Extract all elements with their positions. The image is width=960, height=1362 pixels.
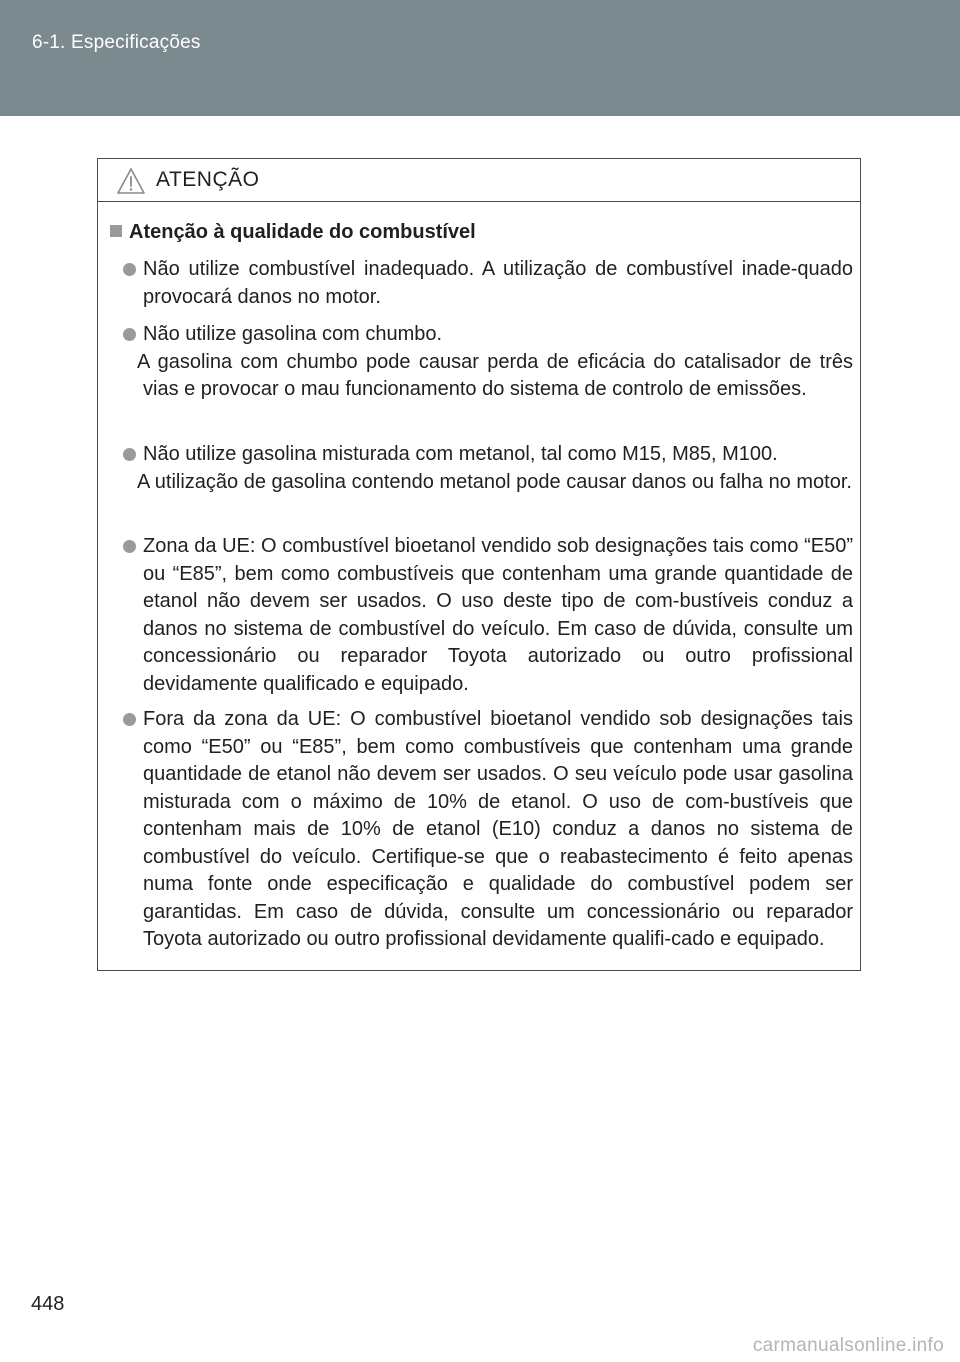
bullet-dot-icon (123, 713, 136, 726)
bullet-dot-icon (123, 263, 136, 276)
item-text: Fora da zona da UE: O combustível bioetanol vendido sob designações tais como “E50” ou “E85”, bem como combustíveis que contenham uma grande quantidade de etanol não devem ser usados. O seu veículo pode usar gasolina misturada com o máximo de 10% de etanol. O uso de com-bustíveis que contenham mais de 10% de etanol (E10) conduz a danos no sistema de combustível do veículo. Certifique-se que o reabastecimento é feito apenas numa fonte onde especificação e qualidade do combustível podem ser garantidas. Em caso de dúvida, consulte um concessionário ou reparador Toyota autorizado ou outro profissional devidamente qualifi-cado e equipado. (143, 708, 853, 950)
caution-box (97, 158, 861, 971)
list-item (137, 441, 853, 496)
list-item (143, 256, 853, 311)
watermark: carmanualsonline.info (752, 1335, 944, 1356)
list-item (143, 706, 853, 954)
list-item (137, 321, 853, 404)
item-text: Não utilize combustível inadequado. A utilização de combustível inade-quado provocará danos no motor. (143, 258, 853, 308)
item-detail: A utilização de gasolina contendo metanol pode causar danos ou falha no motor. (137, 470, 852, 493)
bullet-dot-icon (123, 328, 136, 341)
item-text: Zona da UE: O combustível bioetanol vendido sob designações tais como “E50” ou “E85”, bem como combustíveis que contenham uma grande quantidade de etanol não devem ser usados. O uso deste tipo de com-bustíveis conduz a danos no sistema de combustível do veículo. Em caso de dúvida, consulte um concessionário ou reparador Toyota autorizado ou outro profissional devidamente qualificado e equipado. (143, 535, 853, 695)
header-band (0, 0, 960, 116)
bullet-dot-icon (123, 540, 136, 553)
caution-title: ATENÇÃO (156, 168, 260, 191)
item-text: Não utilize gasolina com chumbo. (143, 323, 443, 345)
item-text: Não utilize gasolina misturada com metanol, tal como M15, M85, M100. (143, 443, 778, 465)
square-bullet-icon (110, 225, 122, 237)
bullet-dot-icon (123, 448, 136, 461)
warning-triangle-icon (116, 167, 146, 195)
subheading-text: Atenção à qualidade do combustível (129, 221, 476, 243)
section-title: 6-1. Especificações (32, 32, 201, 53)
caution-header (98, 159, 860, 202)
item-detail: A gasolina com chumbo pode causar perda de eficácia do catalisador de três vias e provocar o mau funcionamento do sistema de controlo de emissões. (137, 350, 853, 400)
page-number: 448 (31, 1293, 65, 1315)
subheading (110, 221, 476, 244)
list-item (143, 533, 853, 698)
